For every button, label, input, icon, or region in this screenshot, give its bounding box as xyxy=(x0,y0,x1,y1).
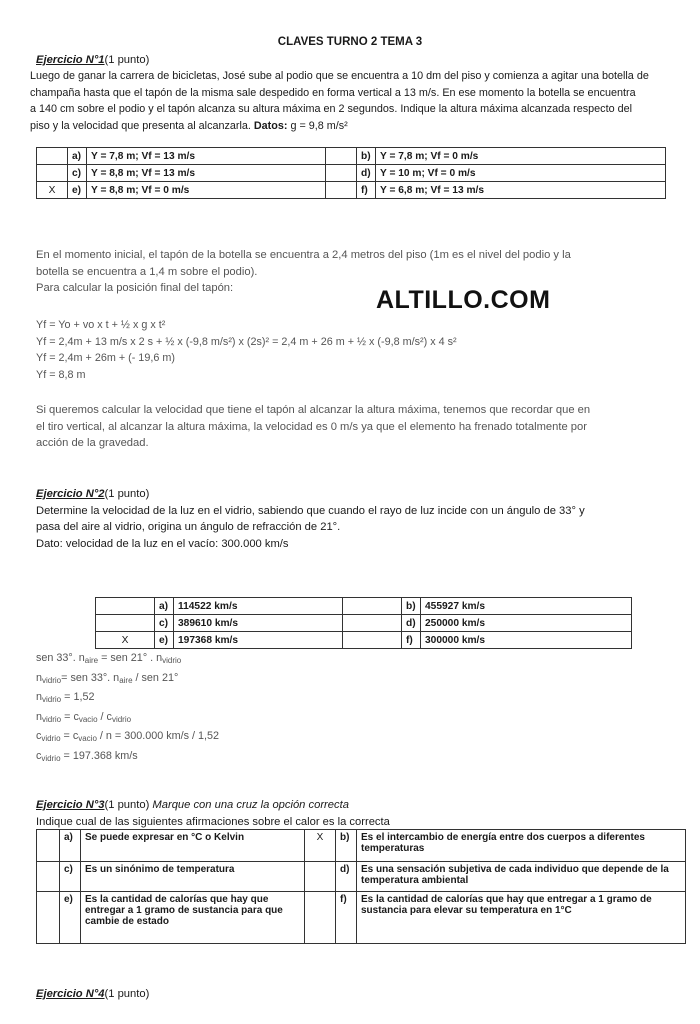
ex1-datos-value: g = 9,8 m/s² xyxy=(290,119,348,132)
option-mark xyxy=(37,892,60,944)
ex1-sol3: Para calcular la posición final del tapón: xyxy=(36,282,234,294)
ex3-heading-line xyxy=(36,797,390,814)
option-mark xyxy=(326,182,357,199)
ex3-heading: Ejercicio N°3 xyxy=(36,799,105,811)
ex1-line3: a 140 cm sobre el podio y el tapón alcanza su altura máxima en 2 segundos. Indique la altura máxima alcanzada respecto del xyxy=(30,103,632,115)
option-row xyxy=(96,632,632,649)
option-text: Y = 6,8 m; Vf = 13 m/s xyxy=(376,182,666,199)
ex3-line2: Indique cual de las siguientes afirmaciones sobre el calor es la correcta xyxy=(36,815,390,828)
option-row xyxy=(37,165,666,182)
ex4-heading: Ejercicio N°4 xyxy=(36,988,105,1000)
ex1-sol1: En el momento inicial, el tapón de la botella se encuentra a 2,4 metros del piso (1m es el nivel del podio y la xyxy=(36,249,571,261)
option-letter: e) xyxy=(155,632,174,649)
ex2-solution xyxy=(36,650,219,767)
option-mark xyxy=(96,598,155,615)
option-row xyxy=(37,862,686,892)
ex3-statement xyxy=(36,797,390,830)
option-text: 197368 km/s xyxy=(174,632,343,649)
option-text: Y = 7,8 m; Vf = 0 m/s xyxy=(376,148,666,165)
ex1-vel1: Si queremos calcular la velocidad que tiene el tapón al alcanzar la altura máxima, tenemos que recordar que en xyxy=(36,404,591,416)
ex2-s5: $c_{vidrio} = c_{vacio} / n = 300.000$ km/s / 1,52 xyxy=(36,730,220,743)
ex3-instruction: Marque con una cruz la opción correcta xyxy=(152,799,349,811)
ex1-velocity-note xyxy=(36,402,590,452)
ex1-heading: Ejercicio N°1 xyxy=(36,54,105,66)
ex2-s3: $n_{vidrio} = 1,52$ xyxy=(36,691,95,704)
ex1-statement xyxy=(30,68,649,134)
ex1-line1: Luego de ganar la carrera de bicicletas, José sube al podio que se encuentra a 10 dm del piso y comienza a agitar una botella de xyxy=(30,70,649,82)
option-letter: f) xyxy=(336,892,357,944)
ex1-eq2: Yf = 2,4m + 13 m/s x 2 s + ½ x (-9,8 m/s²) x (2s)² = 2,4 m + 26 m + ½ x (-9,8 m/s²) x 4 s² xyxy=(36,335,457,348)
option-letter: b) xyxy=(336,830,357,862)
option-text: Es la cantidad de calorías que hay que entregar a 1 gramo de sustancia para elevar su temperatura en 1°C xyxy=(357,892,686,944)
ex2-options-table xyxy=(95,597,632,649)
option-text: Y = 7,8 m; Vf = 13 m/s xyxy=(87,148,326,165)
ex1-sol2: botella se encuentra a 1,4 m sobre el podio). xyxy=(36,265,258,278)
option-letter: d) xyxy=(336,862,357,892)
ex1-options-table xyxy=(36,147,666,199)
ex1-line4a: piso y la velocidad que presenta al alcanzarla. xyxy=(30,119,251,132)
option-text: Y = 8,8 m; Vf = 13 m/s xyxy=(87,165,326,182)
ex1-points: (1 punto) xyxy=(104,54,150,66)
option-text: 250000 km/s xyxy=(421,615,632,632)
page-title: CLAVES TURNO 2 TEMA 3 xyxy=(277,36,423,48)
ex2-line1: Determine la velocidad de la luz en el vidrio, sabiendo que cuando el rayo de luz incide con un ángulo de 33° y xyxy=(36,504,585,517)
option-mark: X xyxy=(96,632,155,649)
ex3-points: (1 punto) xyxy=(104,799,150,811)
ex2-s2: $n_{vidrio}=$ sen 33°. $n_{aire}$ / sen 21° xyxy=(36,671,179,685)
ex1-eq4: Yf = 8,8 m xyxy=(36,368,86,381)
option-text: 455927 km/s xyxy=(421,598,632,615)
ex2-statement xyxy=(36,486,585,552)
option-text: Es un sinónimo de temperatura xyxy=(81,862,305,892)
option-mark xyxy=(37,148,68,165)
option-text: Y = 10 m; Vf = 0 m/s xyxy=(376,165,666,182)
ex2-s1: sen 33°. $n_{aire}$ = sen 21° . $n_{vidrio}$ xyxy=(36,652,182,665)
ex2-points: (1 punto) xyxy=(104,488,150,500)
option-row xyxy=(96,615,632,632)
option-mark xyxy=(96,615,155,632)
option-letter: a) xyxy=(155,598,174,615)
option-letter: c) xyxy=(155,615,174,632)
option-mark xyxy=(305,862,336,892)
option-mark xyxy=(343,598,402,615)
option-mark xyxy=(37,165,68,182)
option-letter: a) xyxy=(60,830,81,862)
option-row xyxy=(96,598,632,615)
option-letter: d) xyxy=(357,165,376,182)
option-letter: c) xyxy=(68,165,87,182)
option-letter: c) xyxy=(60,862,81,892)
ex3-options-table xyxy=(36,829,686,944)
option-letter: e) xyxy=(68,182,87,199)
option-mark xyxy=(37,862,60,892)
option-text: 389610 km/s xyxy=(174,615,343,632)
option-letter: b) xyxy=(357,148,376,165)
ex1-equations xyxy=(36,317,457,383)
option-text: Es el intercambio de energía entre dos cuerpos a diferentes temperaturas xyxy=(357,830,686,862)
ex1-datos-label: Datos: xyxy=(253,119,288,132)
option-mark xyxy=(343,615,402,632)
ex1-eq1: Yf = Yo + vo x t + ½ x g x t² xyxy=(36,319,166,331)
option-mark xyxy=(343,632,402,649)
ex4-points: (1 punto) xyxy=(104,988,150,1000)
ex1-line4 xyxy=(30,118,649,135)
option-mark xyxy=(305,892,336,944)
option-row xyxy=(37,830,686,862)
ex2-heading: Ejercicio N°2 xyxy=(36,488,105,500)
option-text: Es una sensación subjetiva de cada individuo que depende de la temperatura ambiental xyxy=(357,862,686,892)
option-row xyxy=(37,148,666,165)
option-text: Se puede expresar en °C o Kelvin xyxy=(81,830,305,862)
watermark: ALTILLO.COM xyxy=(376,286,551,314)
ex2-heading-line xyxy=(36,486,585,503)
option-mark xyxy=(37,830,60,862)
option-text: Es la cantidad de calorías que hay que entregar a 1 gramo de sustancia para que cambie de estado xyxy=(81,892,305,944)
ex2-line3: Dato: velocidad de la luz en el vacío: 300.000 km/s xyxy=(36,537,289,550)
ex4-heading-line xyxy=(36,986,149,1003)
option-text: 300000 km/s xyxy=(421,632,632,649)
option-letter: a) xyxy=(68,148,87,165)
option-mark: X xyxy=(37,182,68,199)
ex1-line2: champaña hasta que el tapón de la misma sale despedido en forma vertical a 13 m/s. En ese momento la botella se encuentra xyxy=(30,86,636,99)
option-letter: e) xyxy=(60,892,81,944)
ex1-vel2: el tiro vertical, al alcanzar la altura máxima, la velocidad es 0 m/s ya que el elemento ha frenado totalmente por xyxy=(36,420,587,433)
option-text: Y = 8,8 m; Vf = 0 m/s xyxy=(87,182,326,199)
option-letter: f) xyxy=(357,182,376,199)
ex2-line2: pasa del aire al vidrio, origina un ángulo de refracción de 21°. xyxy=(36,521,341,533)
ex1-eq3: Yf = 2,4m + 26m + (- 19,6 m) xyxy=(36,352,175,364)
option-row xyxy=(37,892,686,944)
ex1-vel3: acción de la gravedad. xyxy=(36,437,149,449)
option-letter: b) xyxy=(402,598,421,615)
ex2-s4: $n_{vidrio} = c_{vacio} / c_{vidrio}$ xyxy=(36,710,132,724)
ex2-s6: $c_{vidrio} = 197.368$ km/s xyxy=(36,749,138,763)
option-row xyxy=(37,182,666,199)
option-mark xyxy=(326,165,357,182)
option-mark: X xyxy=(305,830,336,862)
option-letter: d) xyxy=(402,615,421,632)
option-letter: f) xyxy=(402,632,421,649)
ex1-heading-line xyxy=(36,52,149,69)
option-mark xyxy=(326,148,357,165)
option-text: 114522 km/s xyxy=(174,598,343,615)
